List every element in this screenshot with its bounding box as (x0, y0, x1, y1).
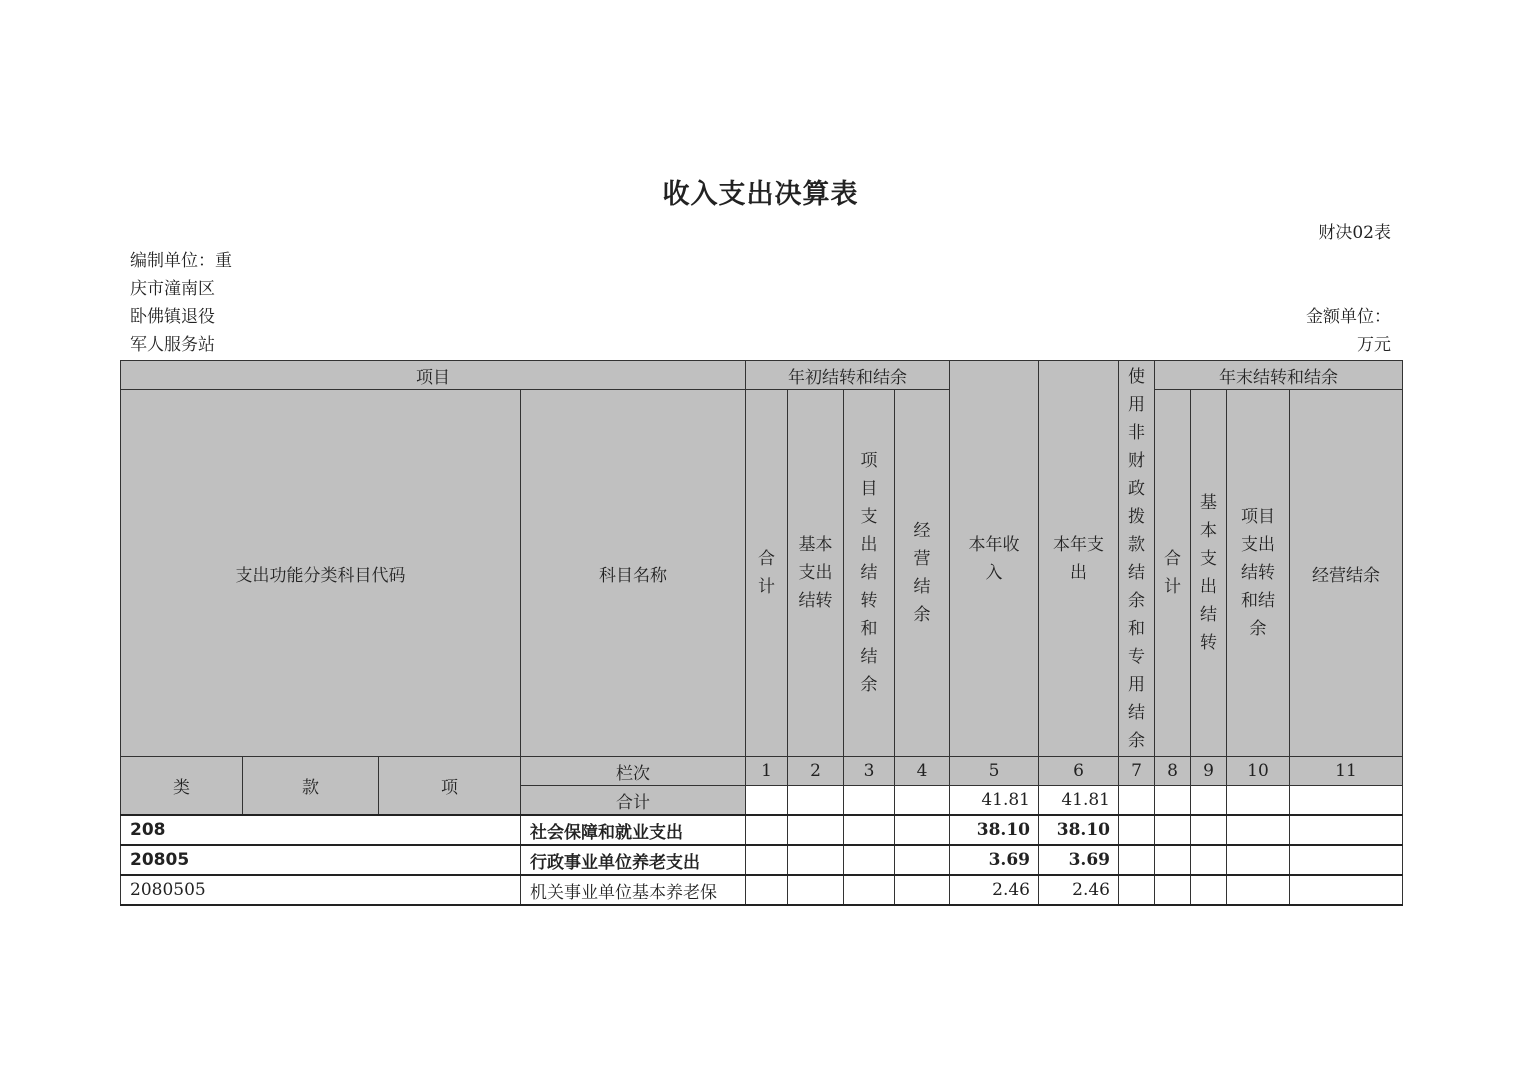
row-name: 机关事业单位基本养老保 (521, 875, 746, 905)
compiling-unit-line: 编制单位：重 (130, 251, 232, 271)
header-expense: 本年支出 (1039, 361, 1119, 757)
column-number: 3 (844, 757, 895, 786)
header-project: 项目 (121, 361, 746, 390)
page-title: 收入支出决算表 (662, 179, 859, 210)
row-income: 38.10 (950, 815, 1039, 845)
row-name: 行政事业单位养老支出 (521, 845, 746, 875)
row-expense: 2.46 (1039, 875, 1119, 905)
header-end-basic: 基本支出结转 (1191, 390, 1227, 757)
form-number: 财决02表 (1318, 223, 1391, 243)
amount-unit-line: 金额单位： (1306, 307, 1391, 327)
header-kuan: 款 (243, 757, 379, 816)
row-code: 20805 (121, 845, 521, 875)
table-row (121, 845, 1403, 875)
header-lei: 类 (121, 757, 243, 816)
header-column-no: 栏次 (521, 757, 746, 786)
row-income: 2.46 (950, 875, 1039, 905)
header-subject-name: 科目名称 (521, 390, 746, 757)
header-begin-basic: 基本支出结转 (788, 390, 844, 757)
amount-unit (1306, 303, 1391, 359)
amount-unit-line: 万元 (1357, 335, 1391, 355)
table-row (121, 815, 1403, 845)
compiling-unit (130, 247, 232, 359)
column-number: 8 (1155, 757, 1191, 786)
row-expense: 3.69 (1039, 845, 1119, 875)
compiling-unit-line: 军人服务站 (130, 335, 215, 355)
row-income: 3.69 (950, 845, 1039, 875)
header-end-project: 项目支出结转和结余 (1227, 390, 1290, 757)
header-income: 本年收入 (950, 361, 1039, 757)
column-number: 1 (746, 757, 788, 786)
header-begin-project: 项目支出结转和结余 (844, 390, 895, 757)
header-non-fiscal: 使用非财政拨款结余和专用结余 (1119, 361, 1155, 757)
row-code: 2080505 (121, 875, 521, 905)
compiling-unit-line: 庆市潼南区 (130, 279, 215, 299)
column-number: 6 (1039, 757, 1119, 786)
header-begin-balance: 年初结转和结余 (746, 361, 950, 390)
column-number: 7 (1119, 757, 1155, 786)
row-code: 208 (121, 815, 521, 845)
table-row (121, 875, 1403, 905)
row-name: 社会保障和就业支出 (521, 815, 746, 845)
income-expense-table (120, 360, 1403, 906)
column-number: 9 (1191, 757, 1227, 786)
column-number: 4 (895, 757, 950, 786)
compiling-unit-line: 卧佛镇退役 (130, 307, 215, 327)
header-begin-total: 合计 (746, 390, 788, 757)
total-income: 41.81 (950, 786, 1039, 816)
header-begin-operating: 经营结余 (895, 390, 950, 757)
total-row-label: 合计 (521, 786, 746, 816)
header-end-balance: 年末结转和结余 (1155, 361, 1403, 390)
header-end-total: 合计 (1155, 390, 1191, 757)
column-number: 2 (788, 757, 844, 786)
header-func-code: 支出功能分类科目代码 (121, 390, 521, 757)
header-end-operating: 经营结余 (1290, 390, 1403, 757)
column-number: 11 (1290, 757, 1403, 786)
total-expense: 41.81 (1039, 786, 1119, 816)
row-expense: 38.10 (1039, 815, 1119, 845)
header-xiang: 项 (379, 757, 521, 816)
column-number: 10 (1227, 757, 1290, 786)
column-number: 5 (950, 757, 1039, 786)
